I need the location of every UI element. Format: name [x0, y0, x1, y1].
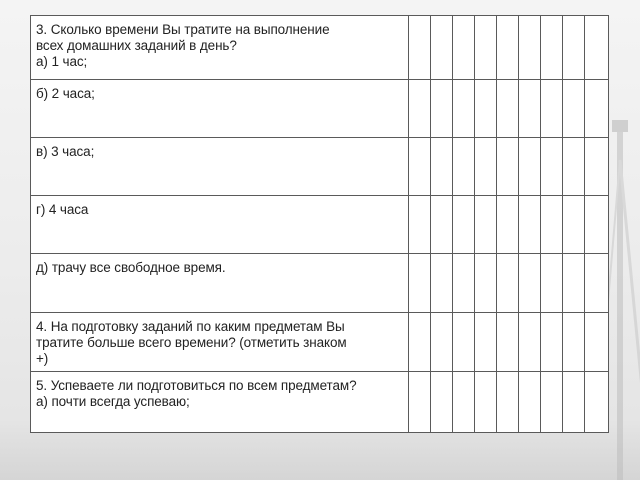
- answer-cell[interactable]: [453, 16, 475, 80]
- answer-cell[interactable]: [409, 196, 431, 254]
- answer-cell[interactable]: [497, 313, 519, 372]
- answer-cell[interactable]: [409, 16, 431, 80]
- answer-cell[interactable]: [497, 372, 519, 433]
- table-row: [31, 313, 609, 372]
- question-3-option-e: д) трачу все свободное время.: [31, 254, 409, 313]
- table-row: [31, 16, 609, 80]
- question-3-option-b: б) 2 часа;: [31, 80, 409, 138]
- answer-cell[interactable]: [497, 16, 519, 80]
- question-5-option-a: 5. Успеваете ли подготовиться по всем предметам? а) почти всегда успеваю;: [31, 372, 409, 433]
- answer-cell[interactable]: [563, 196, 585, 254]
- answer-cell[interactable]: [585, 196, 609, 254]
- answer-cell[interactable]: [431, 196, 453, 254]
- answer-cell[interactable]: [563, 80, 585, 138]
- answer-cell[interactable]: [519, 80, 541, 138]
- table-row: [31, 80, 609, 138]
- answer-cell[interactable]: [497, 196, 519, 254]
- answer-cell[interactable]: [431, 16, 453, 80]
- answer-cell[interactable]: [519, 196, 541, 254]
- answer-cell[interactable]: [453, 138, 475, 196]
- answer-cell[interactable]: [409, 313, 431, 372]
- answer-cell[interactable]: [453, 254, 475, 313]
- answer-cell[interactable]: [475, 138, 497, 196]
- answer-cell[interactable]: [563, 313, 585, 372]
- answer-cell[interactable]: [497, 138, 519, 196]
- answer-cell[interactable]: [409, 80, 431, 138]
- answer-cell[interactable]: [541, 313, 563, 372]
- answer-cell[interactable]: [409, 372, 431, 433]
- answer-cell[interactable]: [475, 372, 497, 433]
- question-3-option-c: в) 3 часа;: [31, 138, 409, 196]
- table-row: [31, 196, 609, 254]
- answer-cell[interactable]: [541, 138, 563, 196]
- answer-cell[interactable]: [541, 254, 563, 313]
- answer-cell[interactable]: [585, 16, 609, 80]
- answer-cell[interactable]: [431, 80, 453, 138]
- answer-cell[interactable]: [541, 372, 563, 433]
- answer-cell[interactable]: [585, 138, 609, 196]
- answer-cell[interactable]: [431, 372, 453, 433]
- question-4: 4. На подготовку заданий по каким предметам Вы тратите больше всего времени? (отметить знаком +): [31, 313, 409, 372]
- answer-cell[interactable]: [431, 254, 453, 313]
- answer-cell[interactable]: [453, 313, 475, 372]
- answer-cell[interactable]: [497, 254, 519, 313]
- table-row: [31, 138, 609, 196]
- survey-question-table: [30, 15, 609, 433]
- answer-cell[interactable]: [409, 254, 431, 313]
- answer-cell[interactable]: [453, 80, 475, 138]
- answer-cell[interactable]: [475, 196, 497, 254]
- answer-cell[interactable]: [519, 138, 541, 196]
- answer-cell[interactable]: [585, 313, 609, 372]
- answer-cell[interactable]: [475, 16, 497, 80]
- answer-cell[interactable]: [453, 372, 475, 433]
- answer-cell[interactable]: [563, 16, 585, 80]
- question-3-option-d: г) 4 часа: [31, 196, 409, 254]
- answer-cell[interactable]: [585, 80, 609, 138]
- answer-cell[interactable]: [519, 313, 541, 372]
- answer-cell[interactable]: [431, 313, 453, 372]
- answer-cell[interactable]: [431, 138, 453, 196]
- answer-cell[interactable]: [563, 254, 585, 313]
- answer-cell[interactable]: [519, 372, 541, 433]
- answer-cell[interactable]: [541, 80, 563, 138]
- answer-cell[interactable]: [563, 372, 585, 433]
- answer-cell[interactable]: [519, 254, 541, 313]
- table-row: [31, 372, 609, 433]
- answer-cell[interactable]: [541, 16, 563, 80]
- answer-cell[interactable]: [563, 138, 585, 196]
- answer-cell[interactable]: [541, 196, 563, 254]
- answer-cell[interactable]: [475, 80, 497, 138]
- answer-cell[interactable]: [409, 138, 431, 196]
- answer-cell[interactable]: [585, 254, 609, 313]
- answer-cell[interactable]: [475, 254, 497, 313]
- table-row: [31, 254, 609, 313]
- answer-cell[interactable]: [585, 372, 609, 433]
- question-3-option-a: 3. Сколько времени Вы тратите на выполнение всех домашних заданий в день? а) 1 час;: [31, 16, 409, 80]
- answer-cell[interactable]: [519, 16, 541, 80]
- answer-cell[interactable]: [475, 313, 497, 372]
- answer-cell[interactable]: [497, 80, 519, 138]
- answer-cell[interactable]: [453, 196, 475, 254]
